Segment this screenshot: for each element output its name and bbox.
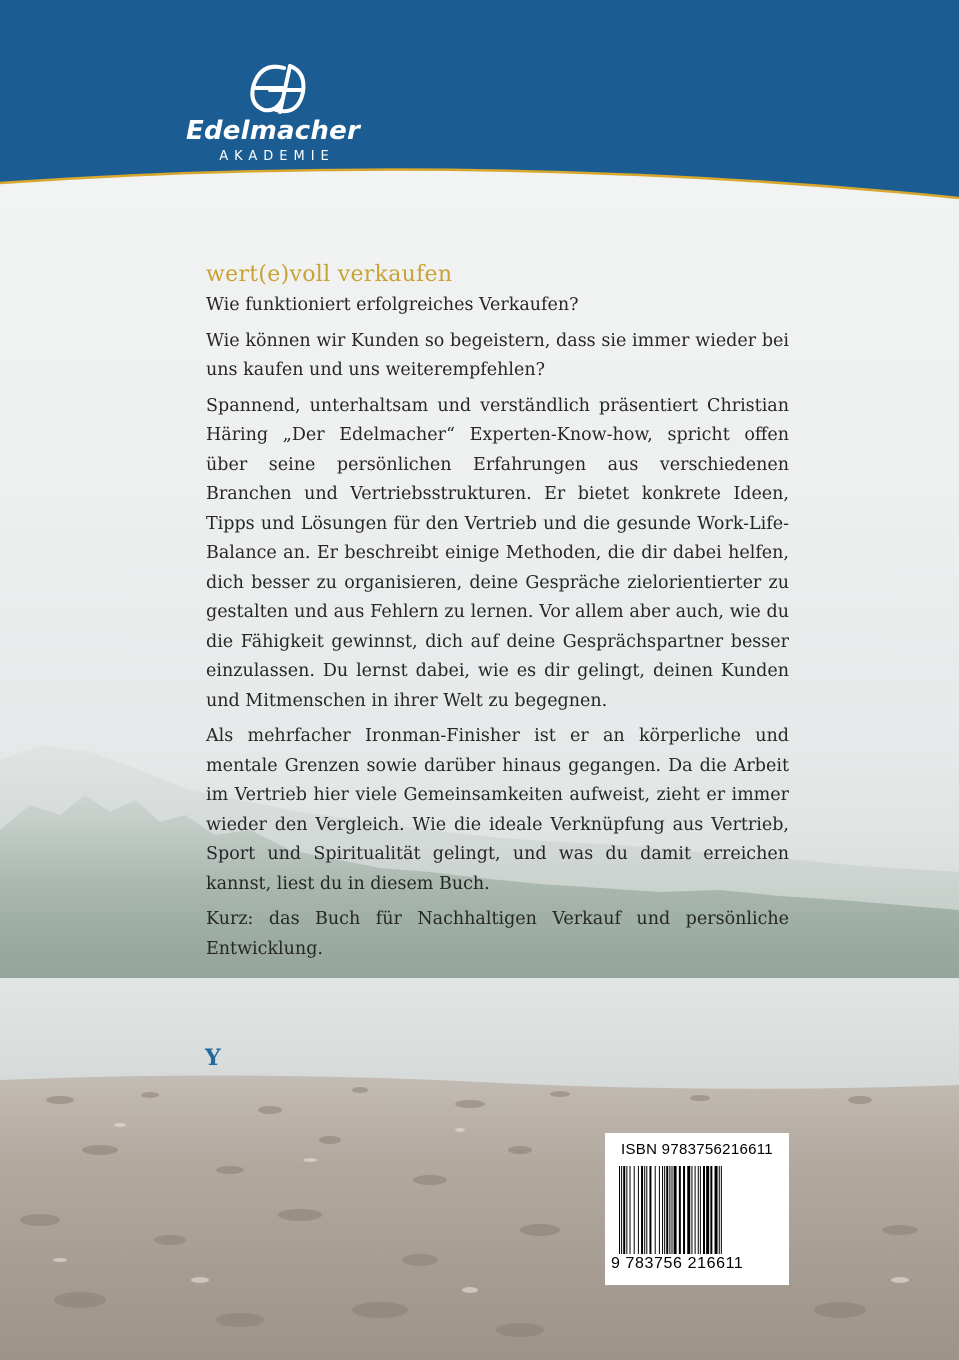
barcode-bar [664,1166,665,1254]
lake-water [0,978,959,1088]
barcode-bar [703,1166,705,1254]
barcode-bar [649,1166,651,1254]
blurb-headline: wert(e)voll verkaufen [206,262,453,287]
blurb-paragraph: Spannend, unterhaltsam und verständlich präsentiert Christian Häring „Der Edelmacher“ Experten-Know-how, spricht offen über seine persönlichen Erfahrungen aus verschiedenen Branchen und Vertriebsstrukturen. Er bietet konkrete Ideen, Tipps und Lösungen für den Vertrieb und die gesunde Work-Life-Balance an. Er beschreibt einige Methoden, die dir dabei helfen, dich besser zu organisieren, deine Gespräche zielorientierter zu gestalten und aus Fehlern zu lernen. Vor allem aber auch, wie du die Fähigkeit gewinnst, dich auf deine Gesprächspartner besser einzulassen. Du lernst dabei, wie es dir gelingt, deinen Kunden und Mitmenschen in ihrer Welt zu begegnen. [206,395,789,711]
brand-subtitle: AKADEMIE [219,149,335,164]
barcode-bar [710,1166,712,1254]
barcode-bar [641,1166,643,1254]
isbn-label: ISBN 9783756216611 [621,1141,773,1158]
barcode-bar [662,1166,663,1254]
barcode-bar [687,1166,690,1254]
blurb-paragraph: Wie funktioniert erfolgreiches Verkaufen? [206,295,579,315]
barcode-bar [644,1166,645,1254]
barcode-bar [679,1166,681,1254]
barcode-bar [719,1166,720,1254]
banner-background [0,0,959,198]
blurb-paragraph: Kurz: das Buch für Nachhaltigen Verkauf und persönliche Entwicklung. [206,909,789,959]
top-banner [0,0,959,210]
blurb-paragraph: Wie können wir Kunden so begeistern, dass sie immer wieder bei uns kaufen und uns weiterempfehlen? [206,330,789,380]
barcode [617,1166,777,1254]
barcode-bar [672,1166,673,1254]
barcode-bar [655,1166,656,1254]
gravel-shore [0,1075,959,1360]
barcode-bar [666,1166,668,1254]
barcode-bar [698,1166,699,1254]
barcode-bar [669,1166,670,1254]
isbn-barcode-box [605,1133,789,1285]
barcode-bar [721,1166,722,1254]
barcode-bar [646,1166,647,1254]
barcode-bar [626,1166,627,1254]
barcode-bar [638,1166,639,1254]
barcode-bar [691,1166,692,1254]
barcode-bar [621,1166,622,1254]
blurb-paragraph: Als mehrfacher Ironman-Finisher ist er an körperliche und mentale Grenzen sowie darüber hinaus gegangen. Da die Arbeit im Vertrieb hier viele Gemeinsamkeiten aufweist, zieht er immer wieder den Vergleich. Wie die ideale Verknüpfung aus Vertrieb, Sport und Spiritualität gelingt, und was du damit erreichen kannst, liest du in diesem Buch. [206,726,789,894]
publisher-mark: Y [205,1045,221,1071]
barcode-bar [683,1166,685,1254]
barcode-bar [700,1166,701,1254]
barcode-bar [630,1166,631,1254]
barcode-bar [623,1166,625,1254]
barcode-bar [674,1166,677,1254]
barcode-bar [695,1166,696,1254]
isbn-digits: 9 783756 216611 [611,1255,744,1272]
blurb-text [206,262,789,964]
barcode-bar [634,1166,635,1254]
barcode-bar [715,1166,718,1254]
barcode-bar [659,1166,660,1254]
barcode-bar [619,1166,620,1254]
barcode-bar [706,1166,709,1254]
brand-name: Edelmacher [186,116,360,146]
